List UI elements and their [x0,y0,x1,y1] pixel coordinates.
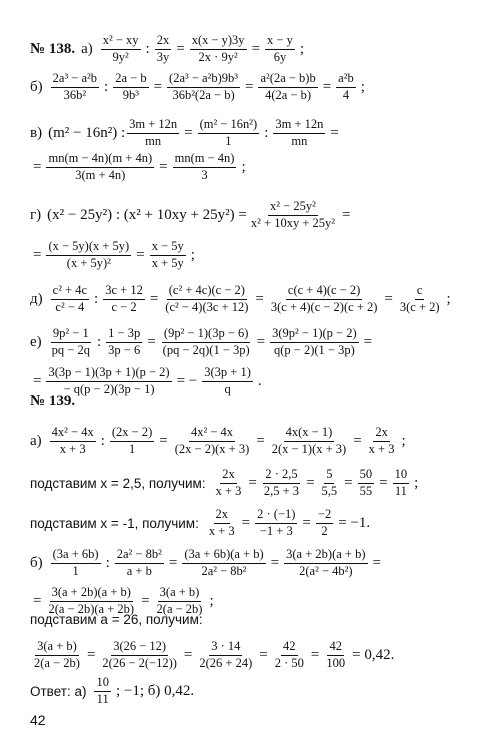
operator: ; [414,474,419,491]
fraction [367,426,397,457]
denominator: a + b [126,563,152,578]
fraction [265,34,295,65]
operator: = [184,124,193,141]
fraction [46,152,154,183]
math-line [30,426,409,457]
denominator: 36b²(2a − b) [172,87,235,102]
denominator: (c² − 4)(3c + 12) [165,299,249,314]
operator: ; [209,592,214,609]
text-segment: подставим x = -1, получим: [30,515,199,531]
operator: . [257,372,262,389]
math-line [30,284,454,315]
denominator: 2(26 + 24) [199,655,253,670]
numerator: c(c + 4)(c − 2) [286,284,362,300]
operator: = [159,432,168,449]
numerator: 3 · 14 [209,640,242,656]
fraction [258,72,317,103]
denominator: 3y [156,49,170,64]
numerator: (3a + 6b)(a + b) [182,548,265,564]
math-line [30,327,375,358]
fraction [103,284,145,315]
numerator: (c² + 4c)(c − 2) [167,284,247,300]
denominator: 11 [394,483,407,498]
numerator: x − 5y [150,240,186,256]
fraction [269,284,380,315]
denominator: x + 3 [215,483,242,498]
numerator: 3(a + 2b)(a + b) [284,548,367,564]
operator: = [259,646,268,663]
operator: : [94,290,99,307]
denominator: 1 [128,441,136,456]
denominator: 9y² [112,49,129,64]
operator: = [306,474,315,491]
operator: = [149,290,159,307]
fraction [214,468,244,499]
math-line [30,640,397,671]
numerator: (m² − 16n²) [198,118,260,134]
text-segment: (x² − 25y²) : (x² + 10xy + 25y²) = [47,206,247,223]
fraction [150,240,186,271]
denominator: 2x · 9y² [198,49,238,64]
operator: : [105,554,110,571]
operator: = [86,646,96,663]
numerator: 3(a + b) [158,586,202,602]
denominator: c² − 4 [55,299,85,314]
fraction [190,34,247,65]
numerator: 9p² − 1 [51,327,91,343]
fraction [273,118,325,149]
denominator: 2 [321,523,328,538]
operator: = [136,246,145,263]
operator: = [322,78,332,95]
numerator: a²(2a − b)b [258,72,317,88]
text-segment: № 139. [30,393,76,409]
text-segment: № 138. [30,40,76,57]
numerator: 2a³ − a²b [51,72,99,88]
math-line [30,152,249,183]
numerator: −2 [316,508,333,524]
numerator: 1 − 3p [106,327,142,343]
fraction [393,468,410,499]
denominator: 2(a² − 4b²) [299,563,353,578]
numerator: 3(26 − 12) [111,640,168,656]
fraction [167,72,240,103]
denominator: x + 3 [368,441,395,456]
denominator: 36b² [63,87,87,102]
fraction [255,508,297,539]
math-line [30,548,384,579]
text-segment: б) [30,554,43,571]
numerator: c² + 4c [51,284,89,300]
denominator: 3(c + 2) [399,299,440,314]
fraction [46,240,131,271]
numerator: 42 [327,640,344,656]
numerator: c [415,284,425,300]
fraction [262,468,301,499]
numerator: 42 [281,640,298,656]
operator: : [96,333,102,350]
operator: = [141,592,150,609]
operator: = [183,646,193,663]
denominator: − q(p − 2)(3p − 1) [63,381,155,396]
denominator: 2(a − 2b) [156,601,203,616]
fraction [398,284,442,315]
operator: = [33,372,42,389]
math-line [30,72,368,103]
denominator: 2,5 + 3 [263,483,300,498]
fraction [50,327,92,358]
denominator: (pq − 2q)(1 − 3p) [162,342,250,357]
fraction [161,327,252,358]
numerator: (3a + 6b) [51,548,101,564]
operator: = [33,592,42,609]
fraction [51,284,89,315]
denominator: 11 [96,691,109,706]
math-line [30,240,198,271]
numerator: a²b [336,72,356,88]
numerator: (2a³ − a²b)9b³ [167,72,240,88]
fraction [51,72,99,103]
operator: = [33,246,42,263]
numerator: 2 · (−1) [255,508,297,524]
math-line [30,393,75,410]
denominator: x + 3 [59,441,86,456]
fraction [155,34,172,65]
operator: = [330,124,339,141]
operator: = [251,40,261,57]
operator: : [145,40,150,57]
numerator: x(x − y)3y [190,34,247,50]
numerator: 3m + 12n [273,118,325,134]
numerator: mn(m − 4n)(m + 4n) [46,152,154,168]
operator: = [147,333,156,350]
operator: = [256,333,266,350]
numerator: 2 · 2,5 [263,468,299,484]
operator: = [310,646,320,663]
fraction [110,426,154,457]
operator: = [270,554,280,571]
denominator: 3p − 6 [108,342,141,357]
denominator: 1 [72,563,79,578]
fraction [316,508,333,539]
math-line [30,34,307,65]
operator: = − [176,372,198,389]
numerator: 3(a + 2b)(a + b) [50,586,133,602]
math-line [30,508,373,539]
denominator: −1 + 3 [259,523,293,538]
fraction [113,72,148,103]
operator: ; [241,158,246,175]
operator: ; [401,432,406,449]
denominator: 5,5 [321,483,338,498]
numerator: 2x [220,468,237,484]
fraction [202,366,253,397]
denominator: (x + 5y)² [66,255,111,270]
numerator: 3(9p² − 1)(p − 2) [270,327,359,343]
denominator: x + 5y [151,255,184,270]
text-segment: подставим x = 2,5, получим: [30,475,206,491]
numerator: (2x − 2) [110,426,154,442]
fraction [270,327,359,358]
denominator: 4 [342,87,350,102]
fraction [198,118,260,149]
denominator: (2x − 2)(x + 3) [174,441,250,456]
denominator: x + 3 [208,523,235,538]
denominator: 2(a − 2b) [34,655,80,670]
numerator: 2x [373,426,390,442]
numerator: 4x² − 4x [50,426,96,442]
text-segment: г) [30,206,42,223]
operator: = [384,290,393,307]
text-segment: д) [30,290,43,307]
operator: = [245,78,254,95]
denominator: 2a² − 8b² [201,563,247,578]
numerator: x² − xy [101,34,141,50]
operator: = [168,554,178,571]
operator: ; −1; б) 0,42. [115,682,195,699]
operator: ; [446,290,451,307]
numerator: 2x [214,508,231,524]
denominator: 6y [273,49,287,64]
numerator: 2a − b [113,72,148,88]
fraction [270,426,349,457]
fraction [284,548,367,579]
math-line [30,200,353,231]
operator: = [176,40,185,57]
operator: ; [299,40,305,57]
math-line [30,118,342,149]
text-segment: (m² − 16n²) : [48,124,126,141]
fraction [163,284,250,315]
fraction [127,118,179,149]
denominator: 1 [225,133,232,148]
operator: ; [190,246,195,263]
text-segment: Ответ: а) [30,683,87,699]
fraction [197,640,254,671]
math-line [30,468,421,499]
fraction [50,426,96,457]
denominator: 100 [326,655,346,670]
numerator: 4x² − 4x [189,426,235,442]
fraction [173,426,252,457]
fraction [182,548,265,579]
fraction [101,34,141,65]
operator: = [256,432,265,449]
text-segment: а) [81,40,93,57]
numerator: (9p² − 1)(3p − 6) [162,327,251,343]
numerator: (x − 5y)(x + 5y) [46,240,131,256]
fraction [94,676,111,707]
denominator: 3(m + 4n) [75,167,126,182]
numerator: 2a² − 8b² [115,548,164,564]
operator: = [302,514,311,531]
operator: ; [360,78,365,95]
operator: = [255,290,264,307]
numerator: 3(3p − 1)(3p + 1)(p − 2) [46,366,171,382]
fraction [249,200,337,231]
fraction [324,640,347,671]
denominator: 2(a − 2b)(a + 2b) [48,601,135,616]
operator: = [379,474,388,491]
fraction [336,72,356,103]
fraction [273,640,306,671]
numerator: x − y [265,34,295,50]
fraction [207,508,237,539]
denominator: mn [291,133,308,148]
fraction [173,152,237,183]
numerator: 10 [393,468,410,484]
numerator: 5 [324,468,334,484]
fraction [320,468,340,499]
math-line [30,366,265,397]
numerator: 3m + 12n [127,118,179,134]
denominator: pq − 2q [51,342,90,357]
fraction [46,366,171,397]
operator: = [248,474,257,491]
fraction [100,640,179,671]
denominator: 4(2a − b) [265,87,312,102]
operator: = −1. [338,514,371,531]
operator: = [372,554,381,571]
denominator: 55 [359,483,373,498]
numerator: 3(3p + 1) [202,366,253,382]
numerator: x² − 25y² [268,200,318,216]
fraction [106,327,142,358]
denominator: x² + 10xy + 25y² [250,215,335,230]
text-segment: а) [30,432,42,449]
page-number: 42 [30,712,46,728]
operator: : [104,78,109,95]
operator: = [342,206,351,223]
numerator: 3(a + b) [35,640,79,656]
numerator: 3c + 12 [103,284,145,300]
operator: = [33,158,42,175]
operator: = [159,158,168,175]
numerator: mn(m − 4n) [173,152,237,168]
denominator: q [224,381,231,396]
numerator: 4x(x − 1) [284,426,335,442]
text-segment: подставим a = 26, получим: [30,612,203,627]
denominator: c − 2 [111,299,137,314]
text-segment: в) [30,124,43,141]
math-line [30,612,203,627]
denominator: q(p − 2)(1 − 3p) [274,342,355,357]
math-line [30,676,197,707]
numerator: 50 [358,468,375,484]
text-segment: б) [30,78,43,95]
fraction [358,468,375,499]
operator: : [100,432,105,449]
denominator: 9b³ [122,87,140,102]
denominator: mn [145,133,162,148]
text-segment: е) [30,333,42,350]
fraction [115,548,164,579]
numerator: 10 [94,676,111,692]
operator: = [153,78,163,95]
fraction [51,548,101,579]
denominator: 2(x − 1)(x + 3) [271,441,347,456]
denominator: 3(c + 4)(c − 2)(c + 2) [270,299,378,314]
denominator: 3 [201,167,208,182]
operator: = 0,42. [352,646,395,663]
denominator: 2 · 50 [274,655,304,670]
operator: = [344,474,353,491]
operator: : [264,124,269,141]
denominator: 2(26 − 2(−12)) [102,655,177,670]
operator: = [353,432,362,449]
numerator: 2x [155,34,172,50]
operator: = [241,514,251,531]
fraction [32,640,82,671]
operator: = [363,333,373,350]
